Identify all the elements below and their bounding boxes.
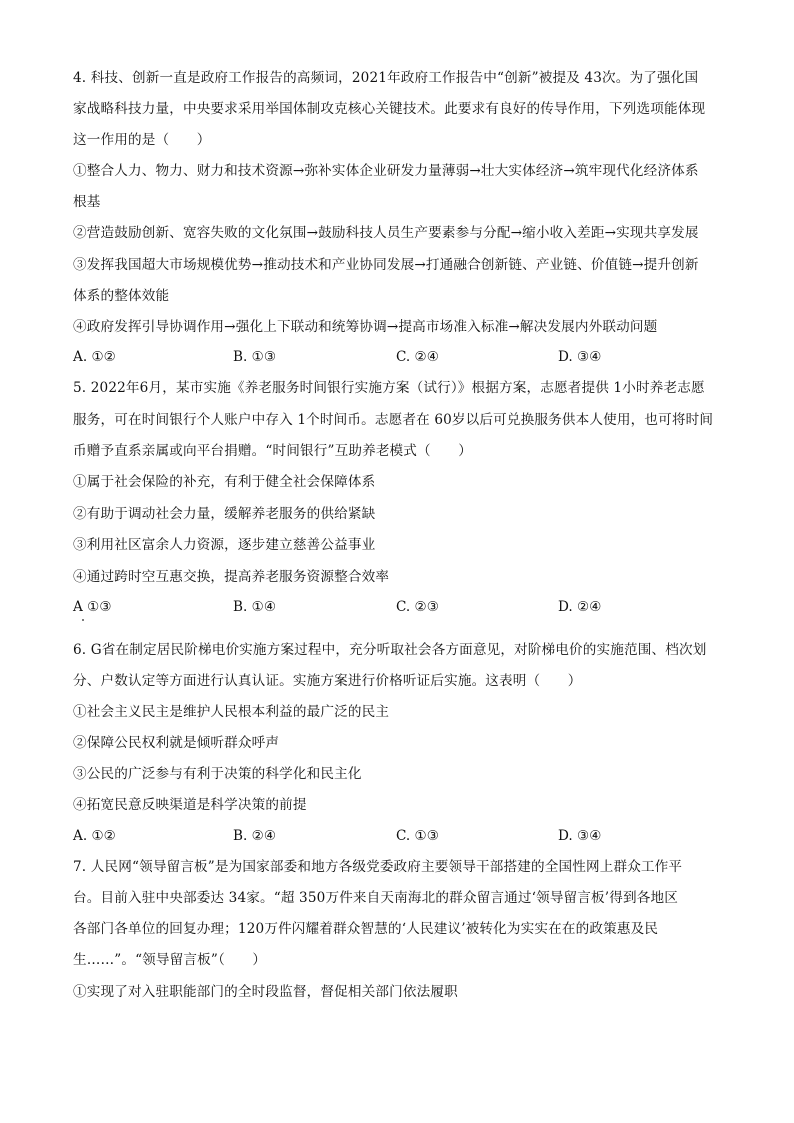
q4-statement-2: ②营造鼓励创新、宽容失败的文化氛围→鼓励科技人员生产要素参与分配→缩小收入差距→实现共享发展: [73, 225, 699, 241]
q4-option-c: C. ②④: [396, 349, 439, 365]
q5-stem-line-2: 服务，可在时间银行个人账户中存入 1个时间币。志愿者在 60岁以后可兑换服务供本人使用，也可将时间: [73, 412, 714, 428]
q5-stem-line-1: 5. 2022年6月，某市实施《养老服务时间银行实施方案（试行）》根据方案，志愿者提供 1小时养老志愿: [73, 380, 705, 396]
q7-stem-line-2: 台。目前入驻中央部委达 34家。“超 350万件来自天南海北的群众留言通过‘领导留言板’得到各地区: [73, 890, 678, 906]
q4-stem-line-1: 4. 科技、创新一直是政府工作报告的高频词，2021年政府工作报告中“创新”被提及 43次。为了强化国: [73, 70, 699, 86]
q4-stem-line-2: 家战略科技力量，中央要求采用举国体制攻克核心关键技术。此要求有良好的传导作用，下列选项能体现: [73, 101, 706, 117]
q6-option-a: A. ①②: [73, 828, 116, 844]
q6-stem-line-1: 6. G省在制定居民阶梯电价实施方案过程中，充分听取社会各方面意见，对阶梯电价的实施范围、档次划: [73, 642, 707, 658]
q4-statement-4: ④政府发挥引导协调作用→强化上下联动和统筹协调→提高市场准入标准→解决发展内外联动问题: [73, 319, 658, 335]
q5-statement-4: ④通过跨时空互惠交换，提高养老服务资源整合效率: [73, 569, 390, 585]
q6-option-c: C. ①③: [396, 828, 439, 844]
q5-statement-2: ②有助于调动社会力量，缓解养老服务的供给紧缺: [73, 506, 376, 522]
q6-statement-2: ②保障公民权利就是倾听群众呼声: [73, 735, 280, 751]
q7-stem-line-3: 各部门各单位的回复办理；120万件闪耀着群众智慧的‘人民建议’被转化为实实在在的政策惠及民: [73, 921, 659, 937]
q6-statement-1: ①社会主义民主是维护人民根本利益的最广泛的民主: [73, 704, 390, 720]
q4-statement-1: ①整合人力、物力、财力和技术资源→弥补实体企业研发力量薄弱→壮大实体经济→筑牢现代化经济体系: [73, 163, 699, 179]
q5-option-d: D. ②④: [558, 599, 602, 615]
q4-statement-3-cont: 体系的整体效能: [73, 288, 170, 304]
q7-statement-1: ①实现了对入驻职能部门的全时段监督，督促相关部门依法履职: [73, 984, 458, 1000]
q5-option-c: C. ②③: [396, 599, 439, 615]
q7-stem-line-1: 7. 人民网“领导留言板”是为国家部委和地方各级党委政府主要领导干部搭建的全国性网上群众工作平: [73, 859, 683, 875]
q4-statement-1-cont: 根基: [73, 194, 101, 210]
q5-stem-line-3: 币赠予直系亲属或向平台捐赠。“时间银行”互助养老模式（ ）: [73, 443, 473, 459]
q5-statement-1: ①属于社会保险的补充，有利于健全社会保障体系: [73, 474, 376, 490]
q6-statement-3: ③公民的广泛参与有利于决策的科学化和民主化: [73, 766, 362, 782]
q6-statement-4: ④拓宽民意反映渠道是科学决策的前提: [73, 797, 307, 813]
q5-option-a: A ①③: [73, 599, 112, 615]
q4-option-a: A. ①②: [73, 349, 116, 365]
q6-option-d: D. ③④: [558, 828, 602, 844]
stray-mark: [82, 619, 84, 621]
q5-statement-3: ③利用社区富余人力资源，逐步建立慈善公益事业: [73, 537, 376, 553]
q7-stem-line-4: 生……”。“领导留言板”（ ）: [73, 952, 267, 968]
q6-option-b: B. ②④: [233, 828, 277, 844]
q4-option-b: B. ①③: [233, 349, 277, 365]
q4-option-d: D. ③④: [558, 349, 602, 365]
q6-stem-line-2: 分、户数认定等方面进行认真认证。实施方案进行价格听证后实施。这表明（ ）: [73, 673, 582, 689]
q4-statement-3: ③发挥我国超大市场规模优势→推动技术和产业协同发展→打通融合创新链、产业链、价值链→提升创新: [73, 257, 699, 273]
q5-option-b: B. ①④: [233, 599, 277, 615]
q4-stem-line-3: 这一作用的是（ ）: [73, 132, 211, 148]
